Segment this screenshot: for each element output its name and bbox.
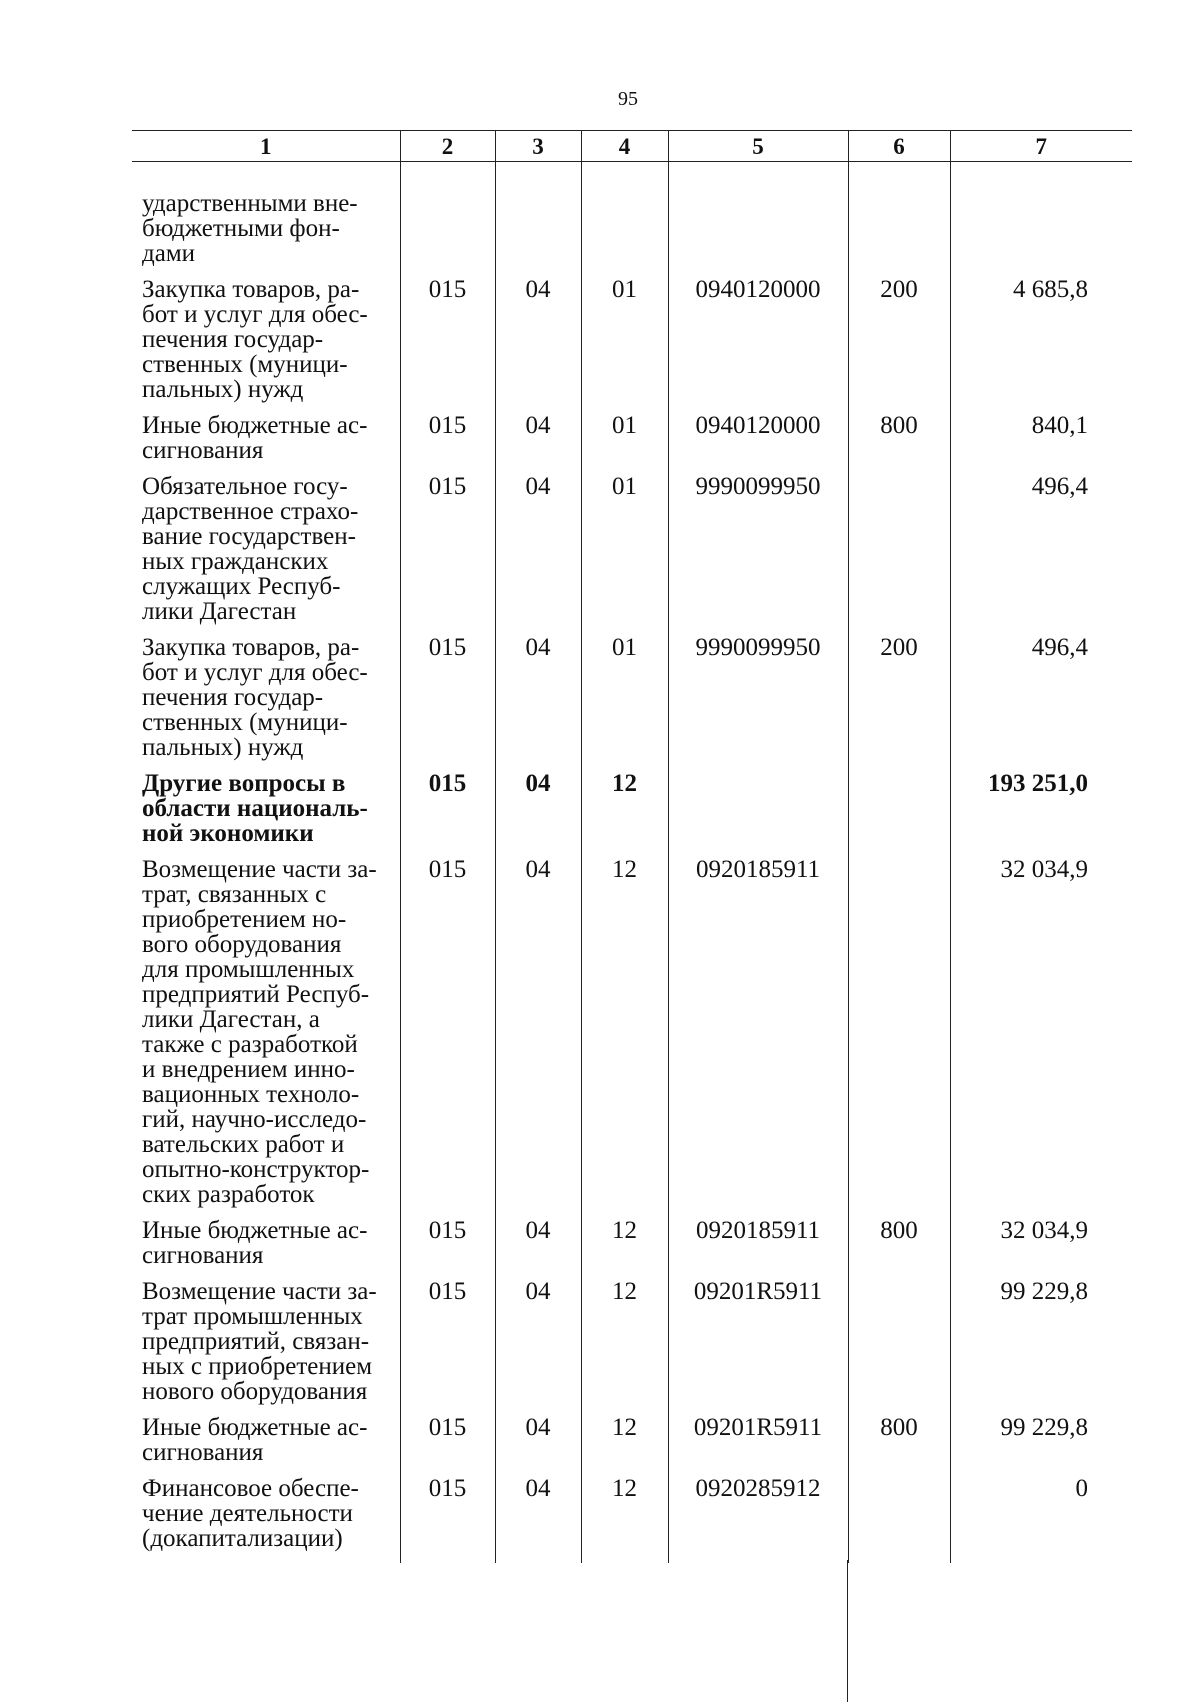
target-article-cell: 9990099950 bbox=[668, 474, 848, 635]
section-code-cell: 04 bbox=[495, 857, 581, 1218]
ministry-code-cell: 015 bbox=[400, 1218, 495, 1279]
expense-type-cell: 200 bbox=[848, 635, 950, 771]
header-spacer-row bbox=[132, 162, 1132, 192]
subsection-code-cell: 12 bbox=[581, 771, 668, 857]
ministry-code-cell: 015 bbox=[400, 635, 495, 771]
table-row bbox=[132, 1218, 1132, 1279]
subsection-code-cell: 12 bbox=[581, 857, 668, 1218]
ministry-code-cell: 015 bbox=[400, 474, 495, 635]
subsection-code-cell: 12 bbox=[581, 1476, 668, 1563]
page-number: 95 bbox=[618, 88, 638, 110]
target-article-cell: 0920185911 bbox=[668, 857, 848, 1218]
item-name-cell: Иные бюджетные ас- сигнования bbox=[142, 1414, 368, 1466]
target-article-cell: 0940120000 bbox=[668, 277, 848, 413]
expense-type-cell bbox=[848, 771, 950, 857]
amount-cell: 4 685,8 bbox=[950, 277, 1132, 413]
column-header-3: 3 bbox=[495, 131, 581, 162]
expense-type-cell bbox=[848, 474, 950, 635]
amount-cell bbox=[950, 191, 1132, 277]
expense-type-cell bbox=[848, 191, 950, 277]
table-row bbox=[132, 413, 1132, 474]
ministry-code-cell: 015 bbox=[400, 1279, 495, 1415]
expense-type-cell bbox=[848, 1476, 950, 1563]
table-row bbox=[132, 1415, 1132, 1476]
amount-cell: 32 034,9 bbox=[950, 1218, 1132, 1279]
target-article-cell bbox=[668, 771, 848, 857]
table-header-row bbox=[132, 131, 1132, 162]
amount-cell: 0 bbox=[950, 1476, 1132, 1563]
amount-cell: 840,1 bbox=[950, 413, 1132, 474]
ministry-code-cell: 015 bbox=[400, 1415, 495, 1476]
section-code-cell: 04 bbox=[495, 474, 581, 635]
ministry-code-cell bbox=[400, 191, 495, 277]
column-header-7: 7 bbox=[950, 131, 1132, 162]
section-code-cell: 04 bbox=[495, 635, 581, 771]
item-name-cell: Обязательное госу- дарственное страхо- вание государствен- ных гражданских служащих Респуб- лики Дагестан bbox=[142, 473, 359, 625]
column-divider-line bbox=[847, 1560, 848, 1702]
target-article-cell: 9990099950 bbox=[668, 635, 848, 771]
section-code-cell bbox=[495, 191, 581, 277]
expense-type-cell: 200 bbox=[848, 277, 950, 413]
expense-type-cell: 800 bbox=[848, 1415, 950, 1476]
expense-type-cell bbox=[848, 1279, 950, 1415]
section-code-cell: 04 bbox=[495, 771, 581, 857]
table-row bbox=[132, 277, 1132, 413]
table-row bbox=[132, 474, 1132, 635]
expense-type-cell: 800 bbox=[848, 413, 950, 474]
ministry-code-cell: 015 bbox=[400, 857, 495, 1218]
table-row bbox=[132, 191, 1132, 277]
item-name-cell: Финансовое обеспе- чение деятельности (докапитализации) bbox=[142, 1475, 359, 1552]
subsection-code-cell bbox=[581, 191, 668, 277]
table-row bbox=[132, 771, 1132, 857]
target-article-cell bbox=[668, 191, 848, 277]
subsection-code-cell: 12 bbox=[581, 1279, 668, 1415]
budget-table bbox=[132, 130, 1132, 1563]
subsection-code-cell: 12 bbox=[581, 1415, 668, 1476]
section-code-cell: 04 bbox=[495, 413, 581, 474]
target-article-cell: 09201R5911 bbox=[668, 1415, 848, 1476]
target-article-cell: 0920285912 bbox=[668, 1476, 848, 1563]
section-code-cell: 04 bbox=[495, 1415, 581, 1476]
item-name-cell: Иные бюджетные ас- сигнования bbox=[142, 412, 368, 464]
table-body bbox=[132, 162, 1132, 1564]
section-code-cell: 04 bbox=[495, 1476, 581, 1563]
ministry-code-cell: 015 bbox=[400, 771, 495, 857]
target-article-cell: 09201R5911 bbox=[668, 1279, 848, 1415]
item-name-cell: Возмещение части за- трат, связанных с приобретением но- вого оборудования для промышленных предприятий Респуб- лики Дагестан, а также с разработкой и внедрением инно- вационных техноло- гий, научно-исследо- вательских работ и опытно-конструктор- ских разработок bbox=[142, 856, 377, 1208]
section-code-cell: 04 bbox=[495, 1279, 581, 1415]
item-name-cell: ударственными вне- бюджетными фон- дами bbox=[142, 190, 358, 267]
subsection-code-cell: 12 bbox=[581, 1218, 668, 1279]
column-header-4: 4 bbox=[581, 131, 668, 162]
table-row bbox=[132, 635, 1132, 771]
section-code-cell: 04 bbox=[495, 1218, 581, 1279]
item-name-cell: Иные бюджетные ас- сигнования bbox=[142, 1217, 368, 1269]
ministry-code-cell: 015 bbox=[400, 1476, 495, 1563]
item-name-cell: Закупка товаров, ра- бот и услуг для обес- печения государ- ственных (муници- пальных) нужд bbox=[142, 634, 368, 761]
amount-cell: 99 229,8 bbox=[950, 1415, 1132, 1476]
ministry-code-cell: 015 bbox=[400, 277, 495, 413]
item-name-cell: Возмещение части за- трат промышленных предприятий, связан- ных с приобретением нового оборудования bbox=[142, 1278, 377, 1405]
column-header-6: 6 bbox=[848, 131, 950, 162]
target-article-cell: 0940120000 bbox=[668, 413, 848, 474]
amount-cell: 32 034,9 bbox=[950, 857, 1132, 1218]
subsection-code-cell: 01 bbox=[581, 635, 668, 771]
expense-type-cell: 800 bbox=[848, 1218, 950, 1279]
column-header-1: 1 bbox=[132, 131, 400, 162]
table-row bbox=[132, 1476, 1132, 1563]
section-code-cell: 04 bbox=[495, 277, 581, 413]
table-row bbox=[132, 1279, 1132, 1415]
amount-cell: 99 229,8 bbox=[950, 1279, 1132, 1415]
subsection-code-cell: 01 bbox=[581, 413, 668, 474]
expense-type-cell bbox=[848, 857, 950, 1218]
column-header-5: 5 bbox=[668, 131, 848, 162]
amount-cell: 193 251,0 bbox=[950, 771, 1132, 857]
amount-cell: 496,4 bbox=[950, 635, 1132, 771]
column-header-2: 2 bbox=[400, 131, 495, 162]
item-name-cell: Другие вопросы в области националь- ной экономики bbox=[142, 770, 368, 847]
subsection-code-cell: 01 bbox=[581, 277, 668, 413]
target-article-cell: 0920185911 bbox=[668, 1218, 848, 1279]
table-row bbox=[132, 857, 1132, 1218]
ministry-code-cell: 015 bbox=[400, 413, 495, 474]
amount-cell: 496,4 bbox=[950, 474, 1132, 635]
item-name-cell: Закупка товаров, ра- бот и услуг для обес- печения государ- ственных (муници- пальных) нужд bbox=[142, 276, 368, 403]
subsection-code-cell: 01 bbox=[581, 474, 668, 635]
